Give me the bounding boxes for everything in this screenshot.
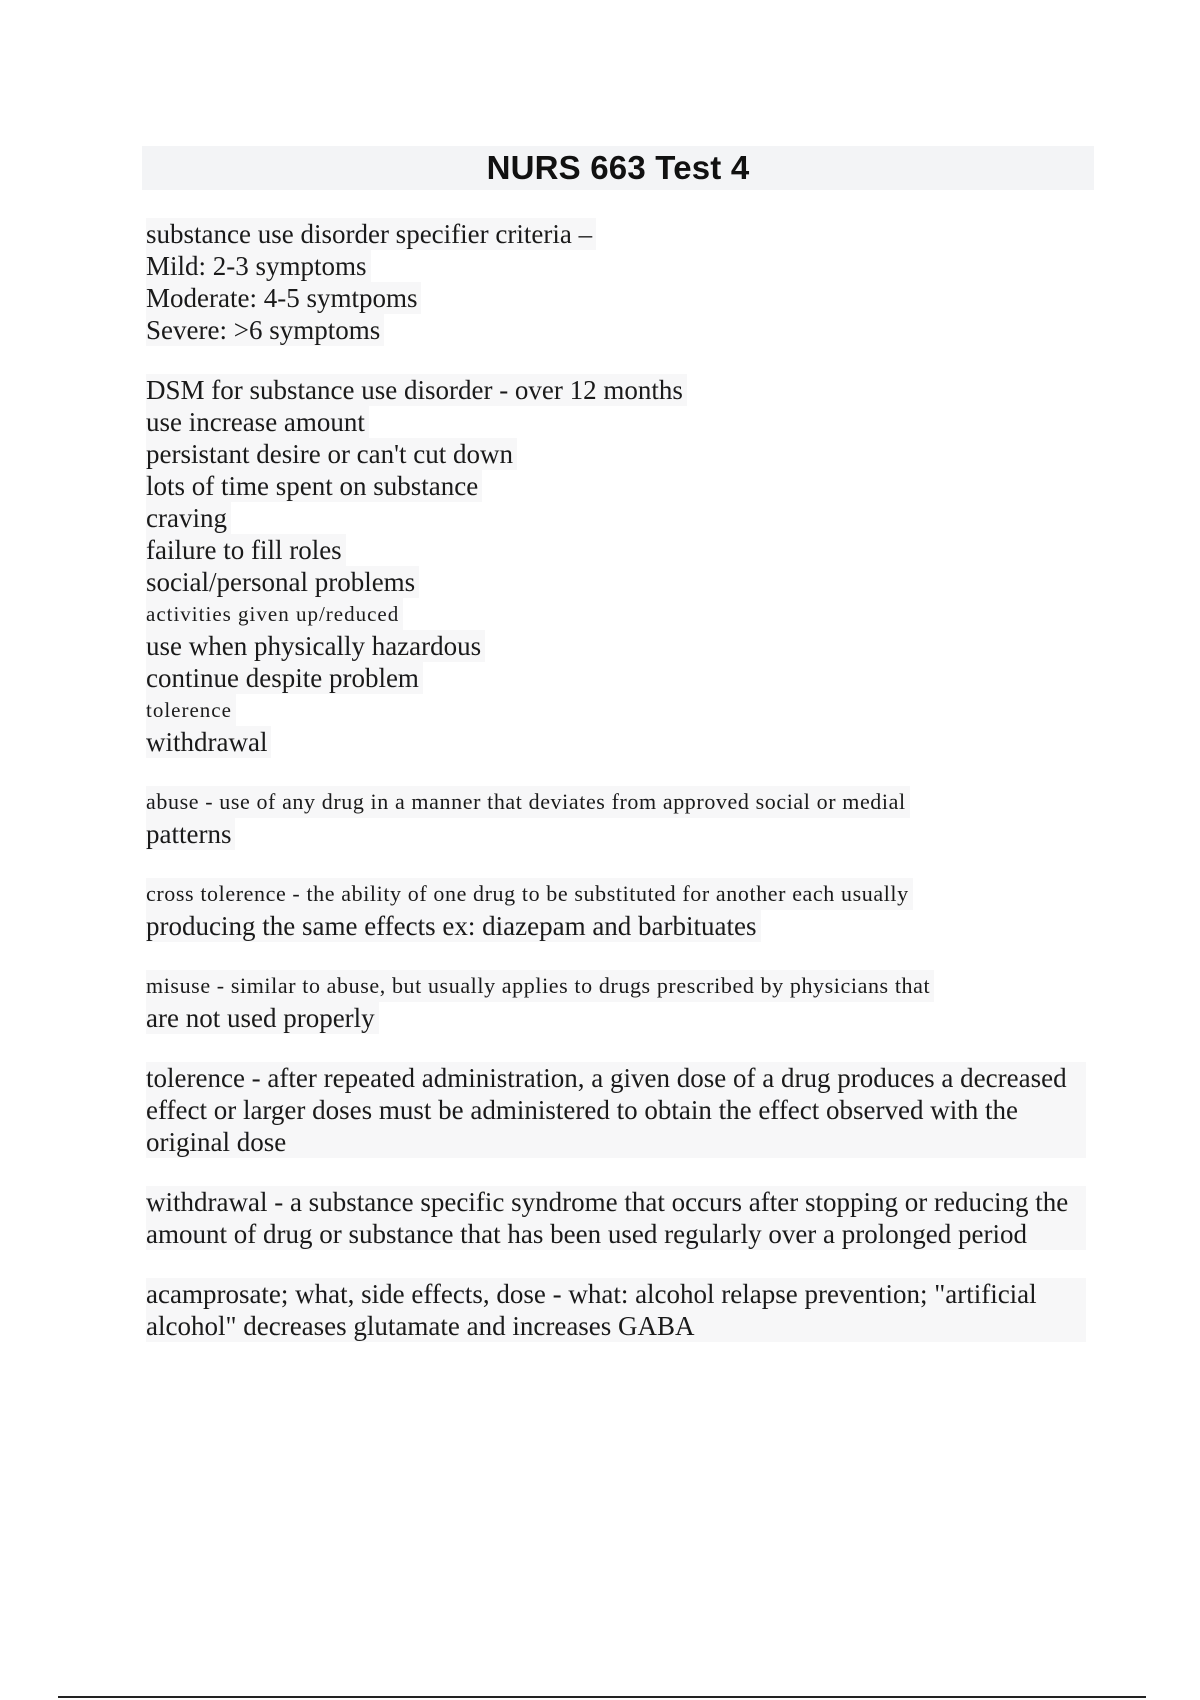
dsm-item: activities given up/reduced xyxy=(146,598,403,630)
specifier-criteria-block xyxy=(146,218,1096,346)
abuse-definition xyxy=(146,786,1096,850)
dsm-item: craving xyxy=(146,502,231,534)
misuse-definition xyxy=(146,970,1096,1034)
cross-tolerence-line-1: cross tolerence - the ability of one drug to be substituted for another each usually xyxy=(146,878,913,910)
specifier-heading: substance use disorder specifier criteria – xyxy=(146,218,596,250)
dsm-item: withdrawal xyxy=(146,726,271,758)
withdrawal-definition xyxy=(146,1186,1096,1250)
dsm-item: lots of time spent on substance xyxy=(146,470,482,502)
dsm-criteria-block xyxy=(146,374,1096,758)
dsm-item: tolerence xyxy=(146,694,236,726)
withdrawal-text: withdrawal - a substance specific syndrome that occurs after stopping or reducing the amount of drug or substance that has been used regularly over a prolonged period xyxy=(146,1186,1086,1250)
cross-tolerence-line-2: producing the same effects ex: diazepam and barbituates xyxy=(146,910,761,942)
abuse-line-2: patterns xyxy=(146,818,235,850)
acamprosate-text: acamprosate; what, side effects, dose - what: alcohol relapse prevention; "artificial alcohol" decreases glutamate and increases GABA xyxy=(146,1278,1086,1342)
dsm-item: persistant desire or can't cut down xyxy=(146,438,517,470)
specifier-mild: Mild: 2-3 symptoms xyxy=(146,250,371,282)
dsm-item: continue despite problem xyxy=(146,662,423,694)
cross-tolerence-definition xyxy=(146,878,1096,942)
abuse-line-1: abuse - use of any drug in a manner that deviates from approved social or medial xyxy=(146,786,910,818)
dsm-item: use when physically hazardous xyxy=(146,630,485,662)
specifier-severe: Severe: >6 symptoms xyxy=(146,314,384,346)
dsm-heading: DSM for substance use disorder - over 12 months xyxy=(146,374,687,406)
footer-divider xyxy=(58,1696,1146,1698)
misuse-line-1: misuse - similar to abuse, but usually applies to drugs prescribed by physicians that xyxy=(146,970,934,1002)
misuse-line-2: are not used properly xyxy=(146,1002,379,1034)
dsm-item: failure to fill roles xyxy=(146,534,346,566)
dsm-item: social/personal problems xyxy=(146,566,419,598)
acamprosate-definition xyxy=(146,1278,1096,1342)
tolerence-definition xyxy=(146,1062,1096,1158)
dsm-item: use increase amount xyxy=(146,406,369,438)
tolerence-text: tolerence - after repeated administration, a given dose of a drug produces a decreased effect or larger doses must be administered to obtain the effect observed with the original dose xyxy=(146,1062,1086,1158)
document-body xyxy=(146,218,1096,1370)
specifier-moderate: Moderate: 4-5 symtpoms xyxy=(146,282,421,314)
title-bar xyxy=(142,146,1094,190)
page-title: NURS 663 Test 4 xyxy=(486,149,750,186)
